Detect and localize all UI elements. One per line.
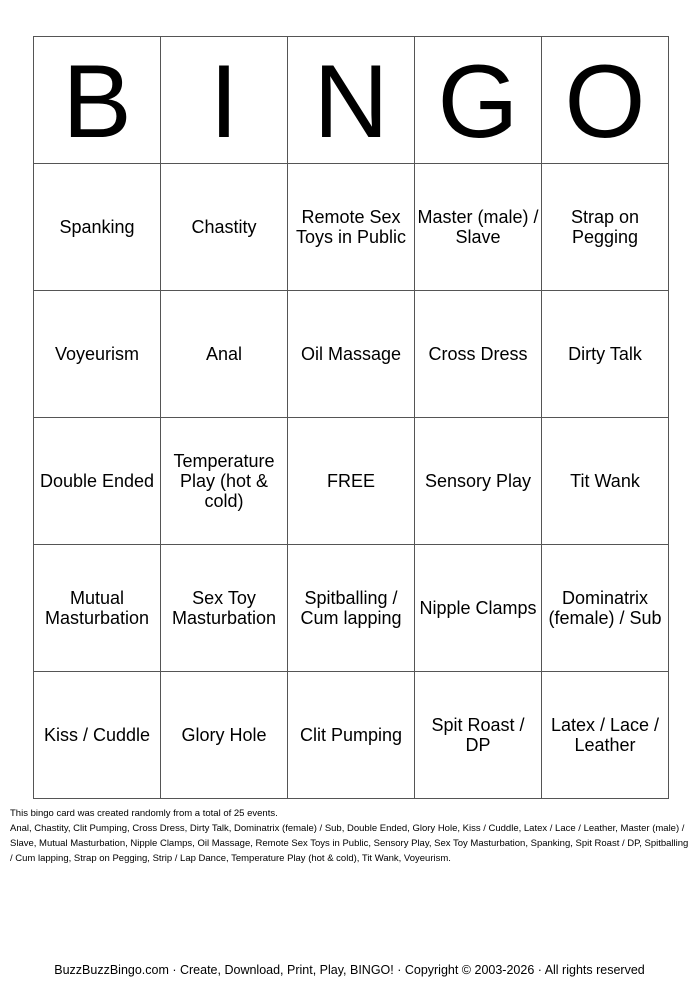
card-cell: Nipple Clamps <box>415 545 542 672</box>
card-cell: Remote Sex Toys in Public <box>288 164 415 291</box>
card-row <box>34 545 669 672</box>
card-row <box>34 164 669 291</box>
card-cell: Dominatrix (female) / Sub <box>542 545 669 672</box>
page-footer: BuzzBuzzBingo.com · Create, Download, Print, Play, BINGO! · Copyright © 2003-2026 · All rights reserved <box>54 963 645 977</box>
card-cell: Chastity <box>161 164 288 291</box>
card-cell: Strap on Pegging <box>542 164 669 291</box>
card-cell: Cross Dress <box>415 291 542 418</box>
header-letter-g: G <box>415 37 542 164</box>
header-row <box>34 37 669 164</box>
card-cell: Sensory Play <box>415 418 542 545</box>
card-cell: Sex Toy Masturbation <box>161 545 288 672</box>
card-row <box>34 291 669 418</box>
card-cell: Tit Wank <box>542 418 669 545</box>
free-cell: FREE <box>288 418 415 545</box>
card-cell: Voyeurism <box>34 291 161 418</box>
bingo-card <box>33 36 669 799</box>
card-cell: Dirty Talk <box>542 291 669 418</box>
header-letter-i: I <box>161 37 288 164</box>
card-row <box>34 418 669 545</box>
card-cell: Spit Roast / DP <box>415 672 542 799</box>
card-row <box>34 672 669 799</box>
card-note <box>10 806 690 866</box>
card-cell: Master (male) / Slave <box>415 164 542 291</box>
card-cell: Latex / Lace / Leather <box>542 672 669 799</box>
card-cell: Clit Pumping <box>288 672 415 799</box>
note-event-list: Anal, Chastity, Clit Pumping, Cross Dress, Dirty Talk, Dominatrix (female) / Sub, Double Ended, Glory Hole, Kiss / Cuddle, Latex / Lace / Leather, Master (male) / Slave, Mutual Masturbation, Nipple Clamps, Oil Massage, Remote Sex Toys in Public, Sensory Play, Sex Toy Masturbation, Spanking, Spit Roast / DP, Spitballing / Cum lapping, Strap on Pegging, Strip / Lap Dance, Temperature Play (hot & cold), Tit Wank, Voyeurism. <box>10 823 689 864</box>
card-cell: Anal <box>161 291 288 418</box>
card-cell: Glory Hole <box>161 672 288 799</box>
card-cell: Temperature Play (hot & cold) <box>161 418 288 545</box>
note-intro: This bingo card was created randomly from a total of 25 events. <box>10 808 278 819</box>
header-letter-n: N <box>288 37 415 164</box>
header-letter-b: B <box>34 37 161 164</box>
card-cell: Oil Massage <box>288 291 415 418</box>
card-cell: Double Ended <box>34 418 161 545</box>
header-letter-o: O <box>542 37 669 164</box>
card-cell: Kiss / Cuddle <box>34 672 161 799</box>
card-cell: Spanking <box>34 164 161 291</box>
card-cell: Spitballing / Cum lapping <box>288 545 415 672</box>
card-cell: Mutual Masturbation <box>34 545 161 672</box>
